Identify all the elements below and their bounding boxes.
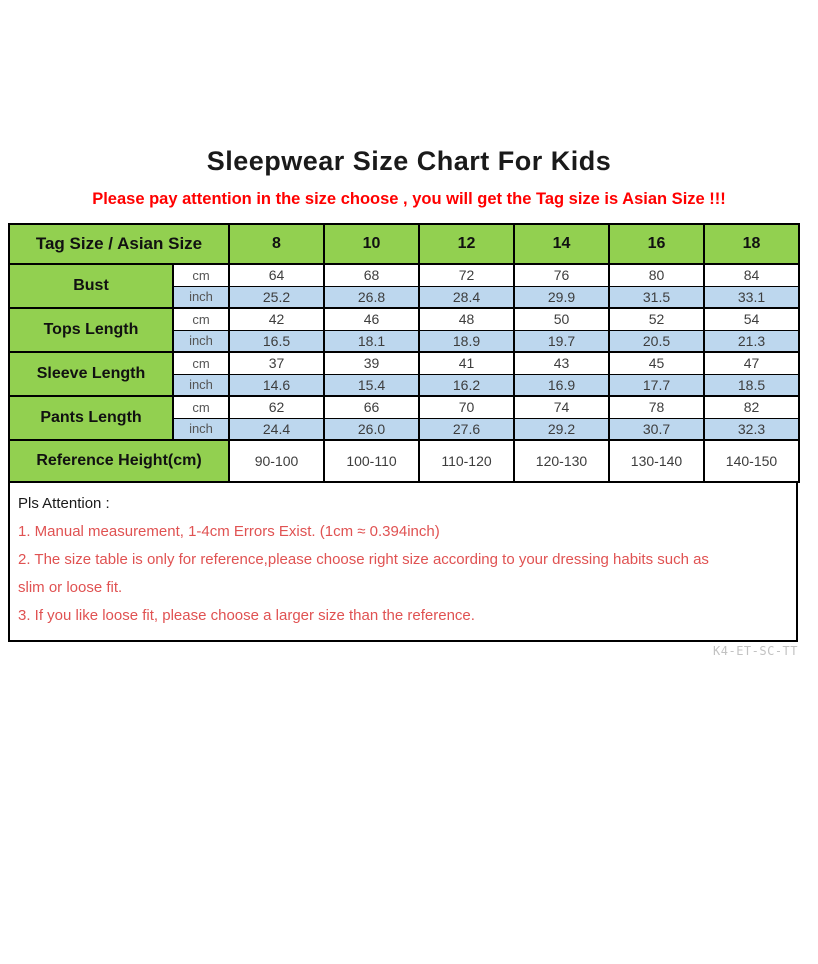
sleeve-cm-value: 41	[419, 352, 514, 374]
bust-cm-row	[9, 264, 799, 286]
sleeve-inch-value: 14.6	[229, 374, 324, 396]
reference-height-value: 130-140	[609, 440, 704, 482]
sleeve-cm-value: 43	[514, 352, 609, 374]
size-column-header: 12	[419, 224, 514, 264]
unit-label-inch: inch	[173, 330, 229, 352]
sleeve-inch-value: 17.7	[609, 374, 704, 396]
tops-cm-value: 46	[324, 308, 419, 330]
size-chart-sheet	[8, 223, 798, 642]
tops-cm-value: 42	[229, 308, 324, 330]
pants-cm-value: 62	[229, 396, 324, 418]
asian-size-warning: Please pay attention in the size choose , you will get the Tag size is Asian Size !!!	[92, 190, 726, 208]
size-column-header: 14	[514, 224, 609, 264]
bust-cm-value: 76	[514, 264, 609, 286]
size-column-header: 8	[229, 224, 324, 264]
tops-inch-value: 18.9	[419, 330, 514, 352]
reference-height-value: 100-110	[324, 440, 419, 482]
row-label-bust: Bust	[9, 264, 173, 308]
note-line-3: 3. If you like loose fit, please choose a larger size than the reference.	[18, 607, 475, 624]
reference-height-value: 140-150	[704, 440, 799, 482]
tops-inch-value: 20.5	[609, 330, 704, 352]
tops-cm-value: 48	[419, 308, 514, 330]
attention-notes-box	[8, 483, 798, 642]
header-corner-label: Tag Size / Asian Size	[9, 224, 229, 264]
bust-cm-value: 64	[229, 264, 324, 286]
pants-cm-value: 70	[419, 396, 514, 418]
bust-cm-value: 68	[324, 264, 419, 286]
sleeve-inch-value: 16.2	[419, 374, 514, 396]
pants-cm-value: 78	[609, 396, 704, 418]
bust-cm-value: 72	[419, 264, 514, 286]
pants-cm-value: 74	[514, 396, 609, 418]
notes-heading: Pls Attention :	[18, 495, 110, 512]
reference-height-value: 90-100	[229, 440, 324, 482]
sleeve-inch-value: 15.4	[324, 374, 419, 396]
size-column-header: 10	[324, 224, 419, 264]
bust-inch-value: 28.4	[419, 286, 514, 308]
bust-cm-value: 80	[609, 264, 704, 286]
table-header-row	[9, 224, 799, 264]
note-line-2-continued: slim or loose fit.	[18, 579, 123, 596]
tops-inch-value: 21.3	[704, 330, 799, 352]
unit-label-cm: cm	[173, 264, 229, 286]
pants-inch-value: 27.6	[419, 418, 514, 440]
tops-cm-value: 50	[514, 308, 609, 330]
tops-cm-value: 52	[609, 308, 704, 330]
unit-label-cm: cm	[173, 396, 229, 418]
note-line-1: 1. Manual measurement, 1-4cm Errors Exist. (1cm ≈ 0.394inch)	[18, 523, 440, 540]
pants-cm-value: 82	[704, 396, 799, 418]
tops-inch-value: 19.7	[514, 330, 609, 352]
tops-cm-value: 54	[704, 308, 799, 330]
size-chart-table	[8, 223, 800, 483]
pants-inch-value: 29.2	[514, 418, 609, 440]
reference-height-value: 120-130	[514, 440, 609, 482]
note-line-2: 2. The size table is only for reference,please choose right size according to your dressing habits such as	[18, 551, 709, 568]
pants-inch-value: 24.4	[229, 418, 324, 440]
sleeve-cm-value: 47	[704, 352, 799, 374]
pants-inch-value: 30.7	[609, 418, 704, 440]
sleeve-inch-value: 18.5	[704, 374, 799, 396]
pants-length-cm-row	[9, 396, 799, 418]
sku-watermark: K4-ET-SC-TT	[713, 644, 798, 658]
reference-height-value: 110-120	[419, 440, 514, 482]
bust-inch-value: 26.8	[324, 286, 419, 308]
bust-inch-value: 25.2	[229, 286, 324, 308]
page-title: Sleepwear Size Chart For Kids	[206, 146, 612, 176]
pants-inch-value: 32.3	[704, 418, 799, 440]
bust-cm-value: 84	[704, 264, 799, 286]
bust-inch-value: 29.9	[514, 286, 609, 308]
unit-label-inch: inch	[173, 418, 229, 440]
unit-label-inch: inch	[173, 286, 229, 308]
row-label-sleeve-length: Sleeve Length	[9, 352, 173, 396]
bust-inch-value: 31.5	[609, 286, 704, 308]
sleeve-cm-value: 39	[324, 352, 419, 374]
row-label-tops-length: Tops Length	[9, 308, 173, 352]
pants-inch-value: 26.0	[324, 418, 419, 440]
size-column-header: 16	[609, 224, 704, 264]
size-column-header: 18	[704, 224, 799, 264]
row-label-reference-height: Reference Height(cm)	[9, 440, 229, 482]
sleeve-cm-value: 45	[609, 352, 704, 374]
sleeve-cm-value: 37	[229, 352, 324, 374]
sleeve-inch-value: 16.9	[514, 374, 609, 396]
tops-inch-value: 16.5	[229, 330, 324, 352]
sleeve-length-cm-row	[9, 352, 799, 374]
tops-inch-value: 18.1	[324, 330, 419, 352]
unit-label-cm: cm	[173, 308, 229, 330]
tops-length-cm-row	[9, 308, 799, 330]
reference-height-row	[9, 440, 799, 482]
bust-inch-value: 33.1	[704, 286, 799, 308]
size-chart-page	[0, 146, 818, 964]
unit-label-inch: inch	[173, 374, 229, 396]
pants-cm-value: 66	[324, 396, 419, 418]
row-label-pants-length: Pants Length	[9, 396, 173, 440]
unit-label-cm: cm	[173, 352, 229, 374]
